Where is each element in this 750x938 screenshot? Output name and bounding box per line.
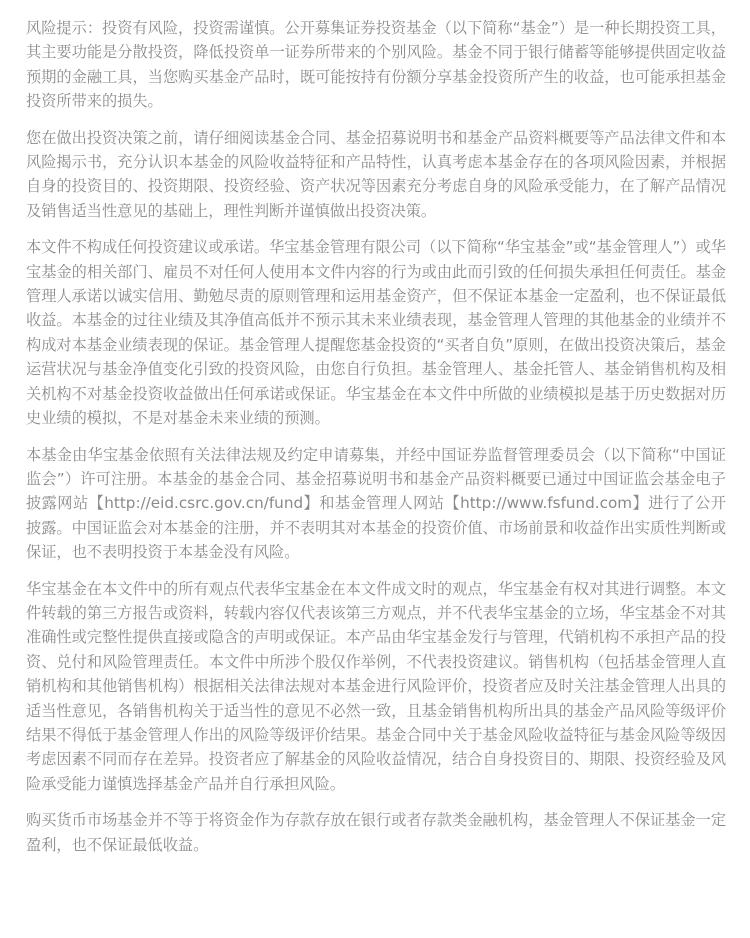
money-market-fund-paragraph: 购买货币市场基金并不等于将资金作为存款存放在银行或者存款类金融机构，基金管理人不保证基金一定盈利，也不保证最低收益。 [26, 811, 726, 854]
no-advice-paragraph: 本文件不构成任何投资建议或承诺。华宝基金管理有限公司（以下简称“华宝基金”或“基金管理人”）或华宝基金的相关部门、雇员不对任何人使用本文件内容的行为或由此而引致的任何损失承担任何责任。基金管理人承诺以诚实信用、勤勉尽责的原则管理和运用基金资产，但不保证本基金一定盈利，也不保证最低收益。本基金的过往业绩及其净值高低并不预示其未来业绩表现，基金管理人管理的其他基金的业绩并不构成对本基金业绩表现的保证。基金管理人提醒您基金投资的“买者自负”原则，在做出投资决策后，基金运营状况与基金净值变化引致的投资风险，由您自行负担。基金管理人、基金托管人、基金销售机构及相关机构不对基金投资收益做出任何承诺或保证。华宝基金在本文件中所做的业绩模拟是基于历史数据对历史业绩的模拟，不是对基金未来业绩的预测。 [26, 238, 726, 428]
views-and-suitability-paragraph: 华宝基金在本文件中的所有观点代表华宝基金在本文件成文时的观点，华宝基金有权对其进行调整。本文件转载的第三方报告或资料，转载内容仅代表该第三方观点，并不代表华宝基金的立场，华宝基金不对其准确性或完整性提供直接或隐含的声明或保证。本产品由华宝基金发行与管理，代销机构不承担产品的投资、兑付和风险管理责任。本文件中所涉个股仅作举例，不代表投资建议。销售机构（包括基金管理人直销机构和其他销售机构）根据相关法律法规对本基金进行风险评价，投资者应及时关注基金管理人出具的适当性意见，各销售机构关于适当性的意见不必然一致，且基金销售机构所出具的基金产品风险等级评价结果不得低于基金管理人作出的风险等级评价结果。基金合同中关于基金风险收益特征与基金风险等级因考虑因素不同而存在差异。投资者应了解基金的风险收益情况，结合自身投资目的、期限、投资经验及风险承受能力谨慎选择基金产品并自行承担风险。 [26, 579, 726, 793]
investment-decision-paragraph: 您在做出投资决策之前，请仔细阅读基金合同、基金招募说明书和基金产品资料概要等产品法律文件和本风险揭示书，充分认识本基金的风险收益特征和产品特性，认真考虑本基金存在的各项风险因素，并根据自身的投资目的、投资期限、投资经验、资产状况等因素充分考虑自身的风险承受能力，在了解产品情况及销售适当性意见的基础上，理性判断并谨慎做出投资决策。 [26, 128, 726, 220]
risk-warning-paragraph: 风险提示：投资有风险，投资需谨慎。公开募集证券投资基金（以下简称“基金”）是一种长期投资工具，其主要功能是分散投资，降低投资单一证券所带来的个别风险。基金不同于银行储蓄等能够提供固定收益预期的金融工具，当您购买基金产品时，既可能按持有份额分享基金投资所产生的收益，也可能承担基金投资所带来的损失。 [26, 19, 726, 111]
registration-paragraph: 本基金由华宝基金依照有关法律法规及约定申请募集，并经中国证券监督管理委员会（以下简称“中国证监会”）许可注册。本基金的基金合同、基金招募说明书和基金产品资料概要已通过中国证监会基金电子披露网站【http://eid.csrc.gov.cn/fund】和基金管理人网站【http://www.fsfund.com】进行了公开披露。中国证监会对本基金的注册，并不表明其对本基金的投资价值、市场前景和收益作出实质性判断或保证，也不表明投资于本基金没有风险。 [26, 445, 726, 562]
